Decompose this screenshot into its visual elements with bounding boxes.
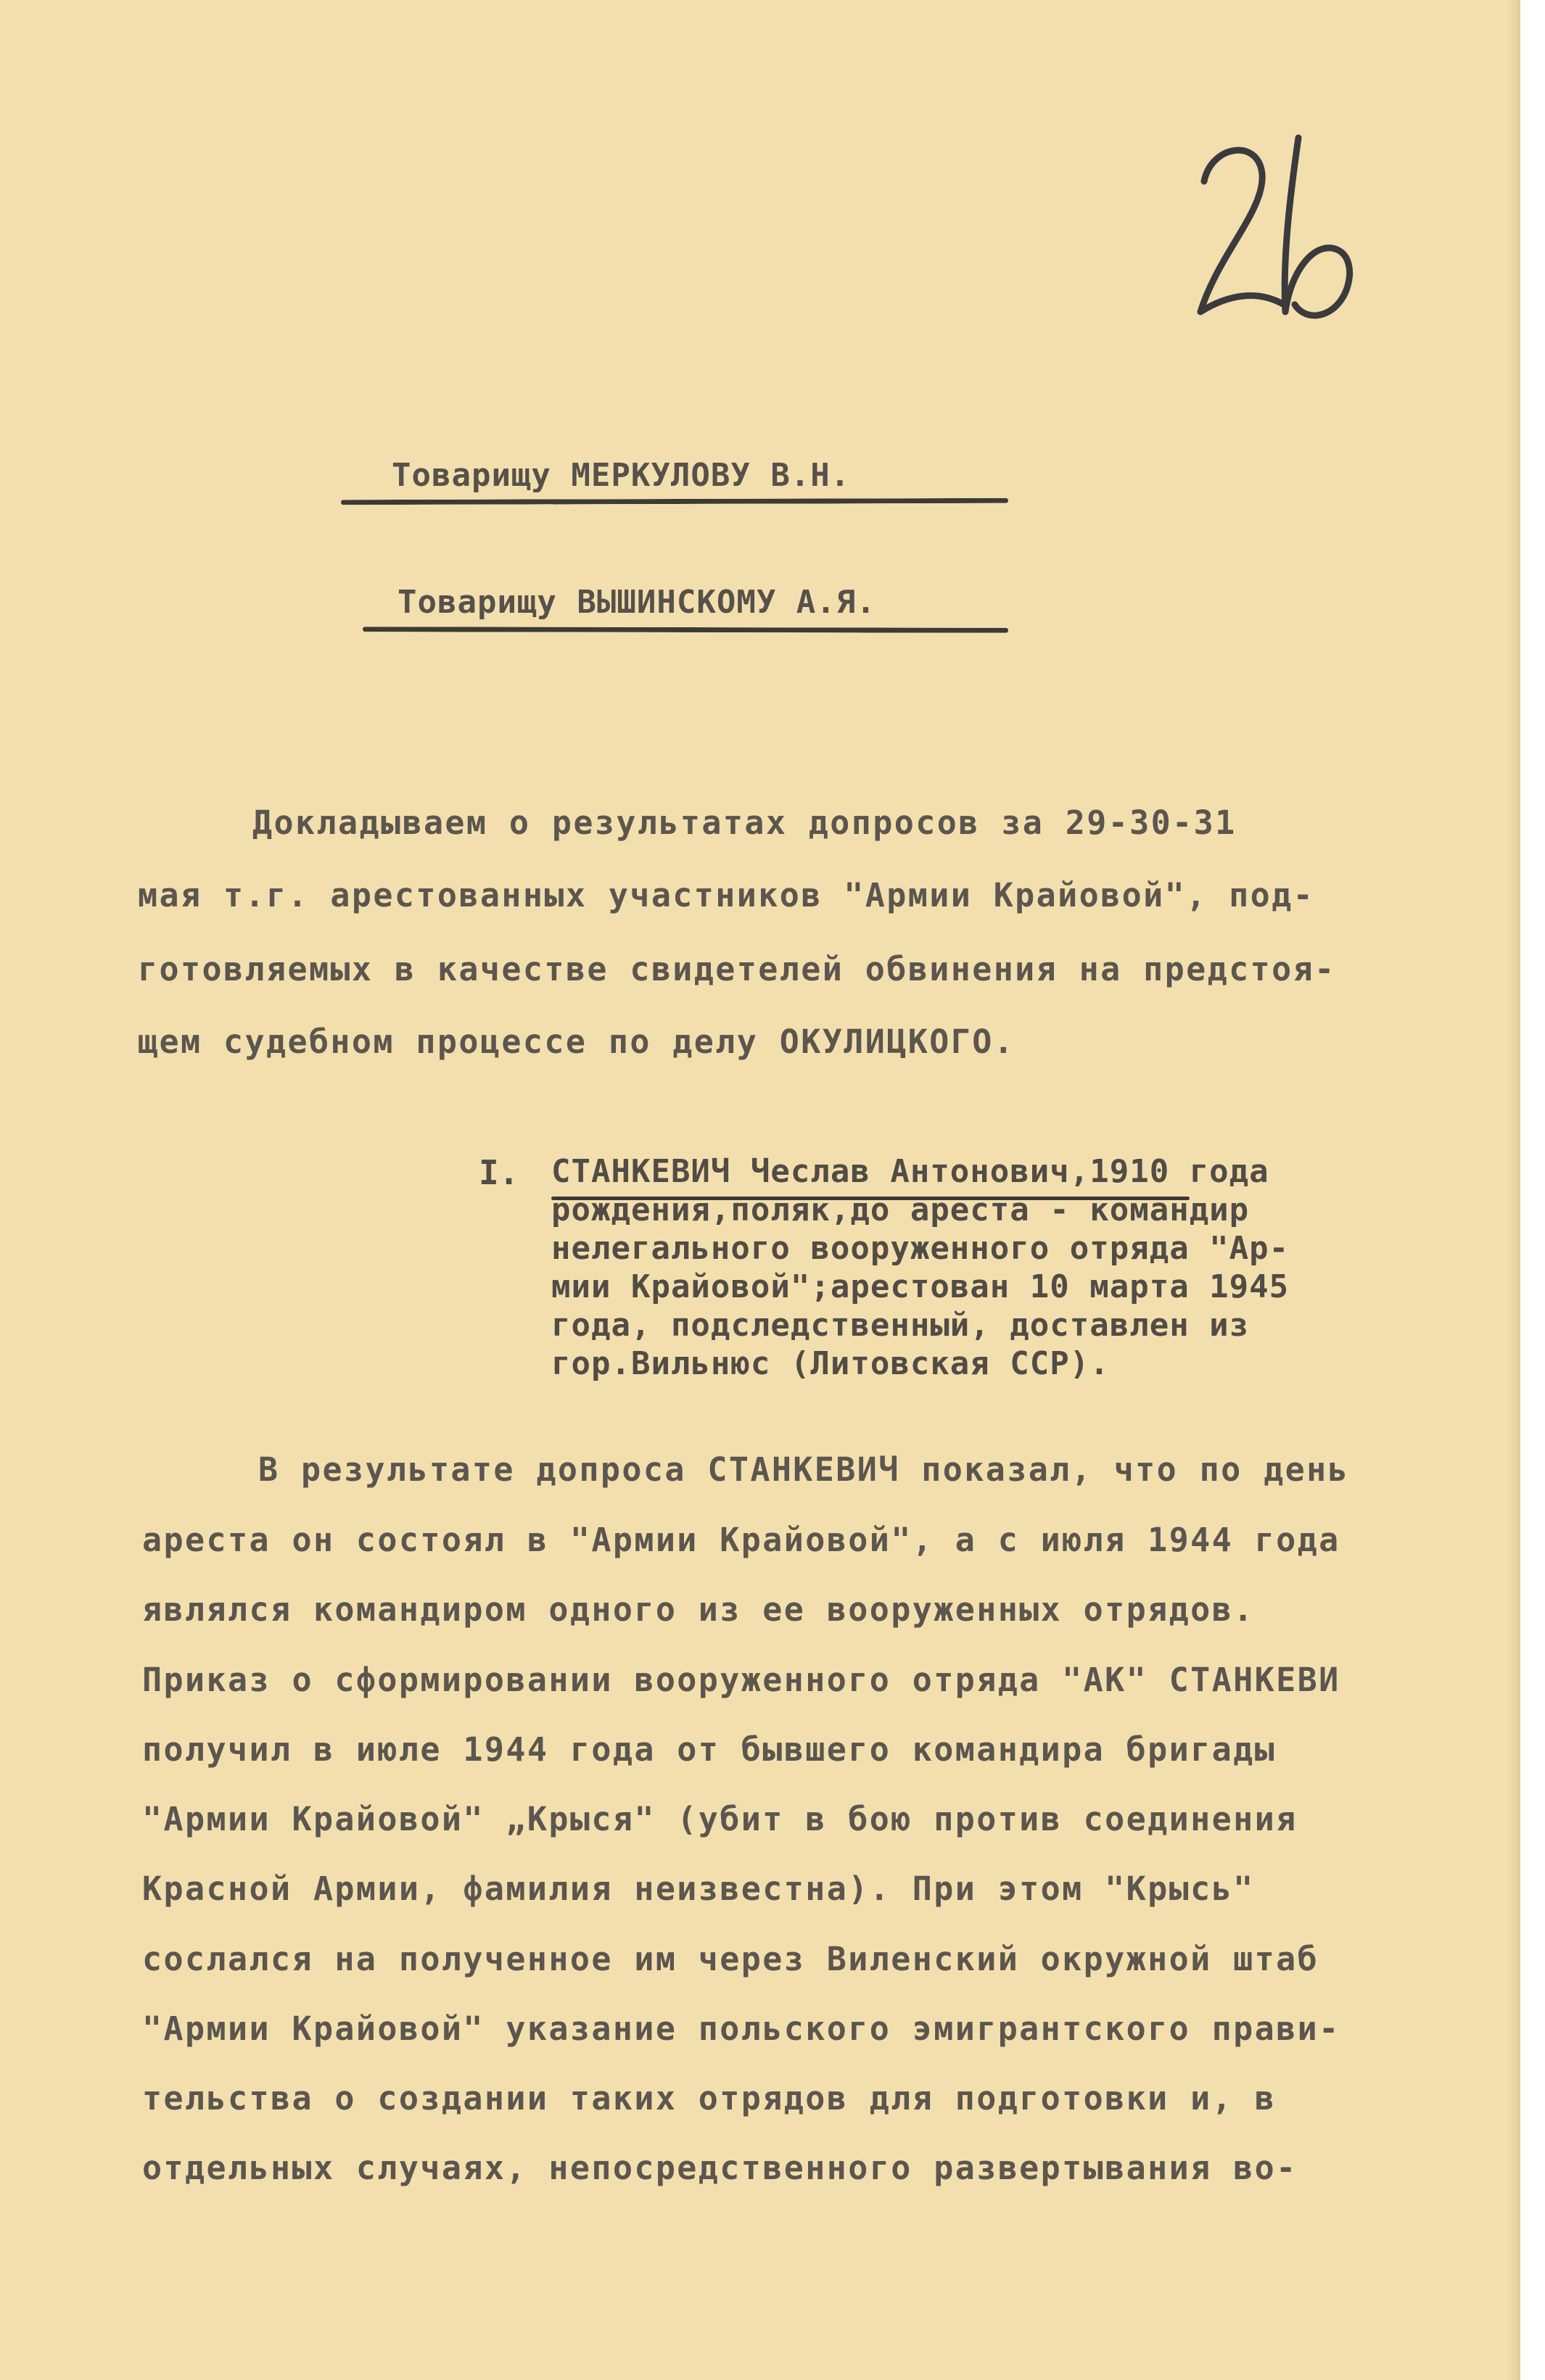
item-line-4: мии Крайовой";арестован 10 марта 1945 (551, 1268, 1290, 1305)
body-line-9: "Армии Крайовой" указание польского эмигрантского прави- (142, 2009, 1340, 2048)
page-edge-shadow (1507, 0, 1520, 2380)
handwritten-page-number (1190, 131, 1364, 341)
addressee-vyshinsky: Товарищу ВЫШИНСКОМУ А.Я. (397, 584, 876, 621)
body-line-8: сослался на полученное им через Виленский окружной штаб (142, 1940, 1319, 1978)
item-line-6: гор.Вильнюс (Литовская ССР). (551, 1345, 1110, 1382)
item-line-3: нелегального вооруженного отряда "Ар- (551, 1230, 1290, 1267)
item-line-2: рождения,поляк,до ареста - командир (551, 1191, 1250, 1228)
item-line-1: СТАНКЕВИЧ Чеслав Антонович,1910 года (551, 1153, 1269, 1190)
body-line-6: "Армии Крайовой" „Крыся" (убит в бою против соединения (142, 1800, 1298, 1838)
addressee-merkulov: Товарищу МЕРКУЛОВУ В.Н. (392, 457, 851, 494)
body-line-7: Красной Армии, фамилия неизвестна). При этом "Крысь" (142, 1869, 1255, 1908)
intro-line-3: готовляемых в качестве свидетелей обвинения на предстоя- (138, 950, 1336, 988)
addressee-underline-1 (341, 498, 1008, 505)
body-line-3: являлся командиром одного из ее вооруженных отрядов. (142, 1590, 1255, 1629)
body-line-11: отдельных случаях, непосредственного развертывания во- (142, 2149, 1298, 2187)
intro-line-2: мая т.г. арестованных участников "Армии Крайовой", под- (138, 876, 1315, 914)
body-line-5: получил в июле 1944 года от бывшего командира бригады (142, 1730, 1277, 1769)
body-line-4: Приказ о сформировании вооруженного отряда "АК" СТАНКЕВИ (142, 1661, 1340, 1699)
intro-line-1: Докладываем о результатах допросов за 29-30-31 (252, 803, 1237, 842)
body-line-1: В результате допроса СТАНКЕВИЧ показал, что по день (258, 1450, 1350, 1489)
body-line-2: ареста он состоял в "Армии Крайовой", а с июля 1944 года (142, 1521, 1340, 1559)
item-number: I. (479, 1153, 519, 1192)
body-line-10: тельства о создании таких отрядов для подготовки и, в (142, 2079, 1277, 2117)
addressee-underline-2 (363, 627, 1008, 633)
item-line-5: года, подследственный, доставлен из (551, 1307, 1250, 1344)
intro-line-4: щем судебном процессе по делу ОКУЛИЦКОГО. (138, 1022, 1015, 1061)
